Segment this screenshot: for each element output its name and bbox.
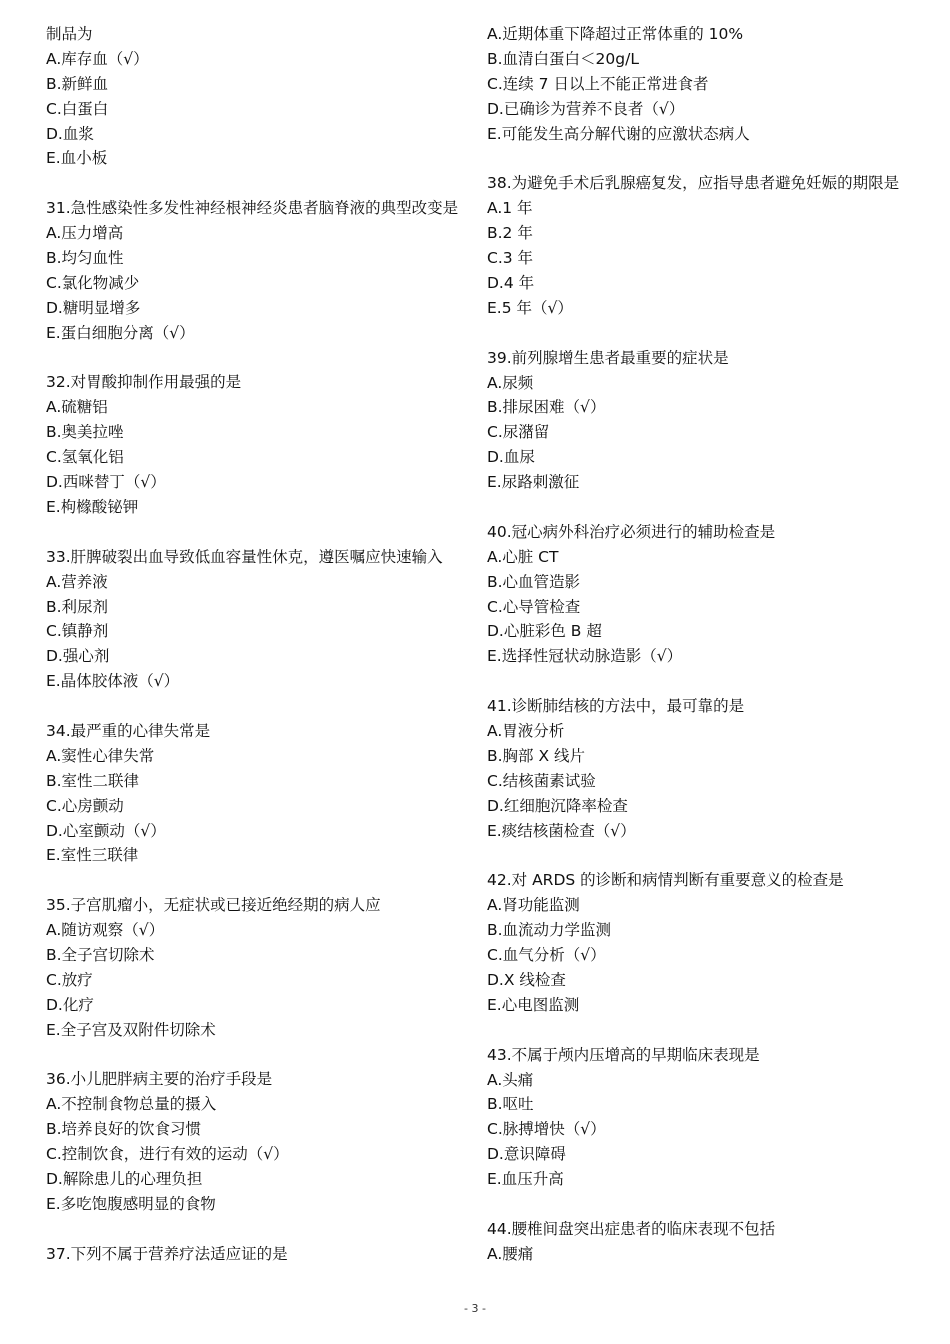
answer-option: C.白蛋白 bbox=[46, 99, 109, 118]
question-stem: 38.为避免手术后乳腺癌复发，应指导患者避免妊娠的期限是 bbox=[487, 174, 900, 193]
answer-option: C.3 年 bbox=[487, 249, 534, 268]
question-stem: 41.诊断肺结核的方法中，最可靠的是 bbox=[487, 697, 745, 716]
left-column bbox=[46, 22, 476, 1267]
answer-option: E.枸橼酸铋钾 bbox=[46, 497, 139, 516]
right-column bbox=[487, 22, 917, 1267]
answer-option: D.意识障碍 bbox=[487, 1145, 566, 1164]
answer-option: A.窦性心律失常 bbox=[46, 746, 155, 765]
answer-option: E.蛋白细胞分离（√） bbox=[46, 323, 195, 342]
question-stem: 33.肝脾破裂出血导致低血容量性休克，遵医嘱应快速输入 bbox=[46, 547, 443, 566]
answer-option: A.近期体重下降超过正常体重的 10% bbox=[487, 25, 744, 43]
answer-option: E.血压升高 bbox=[487, 1170, 564, 1189]
answer-option: B.均匀血性 bbox=[46, 249, 124, 268]
answer-option: D.化疗 bbox=[46, 995, 94, 1014]
answer-option: B.胸部 X 线片 bbox=[487, 746, 586, 765]
answer-option: E.晶体胶体液（√） bbox=[46, 672, 180, 691]
answer-option: A.硫糖铝 bbox=[46, 398, 108, 417]
answer-option: B.血流动力学监测 bbox=[487, 921, 612, 940]
answer-option: A.压力增高 bbox=[46, 224, 124, 243]
spacer bbox=[46, 1217, 476, 1242]
answer-option: D.4 年 bbox=[487, 273, 535, 292]
answer-option: E.选择性冠状动脉造影（√） bbox=[487, 647, 683, 666]
answer-option: C.结核菌素试验 bbox=[487, 771, 596, 790]
answer-option: D.血浆 bbox=[46, 124, 94, 143]
answer-option: E.室性三联律 bbox=[46, 846, 139, 865]
answer-option: D.血尿 bbox=[487, 448, 535, 467]
question-stem: 32.对胃酸抑制作用最强的是 bbox=[46, 373, 242, 392]
question-stem: 44.腰椎间盘突出症患者的临床表现不包括 bbox=[487, 1219, 776, 1238]
question-stem: 35.子宫肌瘤小，无症状或已接近绝经期的病人应 bbox=[46, 896, 381, 915]
question-stem: 42.对 ARDS 的诊断和病情判断有重要意义的检查是 bbox=[487, 871, 844, 890]
page-number: - 3 - bbox=[464, 1302, 486, 1315]
spacer bbox=[46, 520, 476, 545]
answer-option: E.全子宫及双附件切除术 bbox=[46, 1020, 216, 1039]
answer-option: A.腰痛 bbox=[487, 1244, 534, 1263]
answer-option: B.全子宫切除术 bbox=[46, 946, 155, 965]
answer-option: A.随访观察（√） bbox=[46, 921, 165, 940]
answer-option: E.痰结核菌检查（√） bbox=[487, 821, 636, 840]
answer-option: E.多吃饱腹感明显的食物 bbox=[46, 1194, 216, 1213]
answer-option: C.脉搏增快（√） bbox=[487, 1120, 606, 1139]
spacer bbox=[46, 868, 476, 893]
spacer bbox=[487, 669, 917, 694]
answer-option: D.西咪替丁（√） bbox=[46, 473, 166, 492]
answer-option: B.呕吐 bbox=[487, 1095, 534, 1114]
answer-option: 制品为 bbox=[46, 25, 93, 43]
answer-option: C.镇静剂 bbox=[46, 622, 109, 641]
question-stem: 39.前列腺增生患者最重要的症状是 bbox=[487, 348, 729, 367]
question-stem: 40.冠心病外科治疗必须进行的辅助检查是 bbox=[487, 522, 776, 541]
answer-option: D.解除患儿的心理负担 bbox=[46, 1170, 203, 1189]
answer-option: B.心血管造影 bbox=[487, 572, 581, 591]
spacer bbox=[487, 1018, 917, 1043]
answer-option: A.不控制食物总量的摄入 bbox=[46, 1095, 217, 1114]
answer-option: D.已确诊为营养不良者（√） bbox=[487, 99, 685, 118]
answer-option: C.尿潴留 bbox=[487, 423, 550, 442]
answer-option: A.1 年 bbox=[487, 199, 533, 218]
answer-option: C.氯化物减少 bbox=[46, 273, 140, 292]
spacer bbox=[46, 171, 476, 196]
answer-option: C.心导管检查 bbox=[487, 597, 581, 616]
answer-option: C.血气分析（√） bbox=[487, 946, 606, 965]
spacer bbox=[46, 1043, 476, 1068]
spacer bbox=[487, 146, 917, 171]
spacer bbox=[46, 346, 476, 371]
answer-option: D.X 线检查 bbox=[487, 970, 566, 989]
answer-option: C.连续 7 日以上不能正常进食者 bbox=[487, 74, 709, 93]
answer-option: E.尿路刺激征 bbox=[487, 473, 580, 492]
answer-option: B.排尿困难（√） bbox=[487, 398, 606, 417]
answer-option: A.肾功能监测 bbox=[487, 896, 580, 915]
answer-option: A.营养液 bbox=[46, 572, 108, 591]
spacer bbox=[487, 495, 917, 520]
answer-option: E.心电图监测 bbox=[487, 995, 580, 1014]
answer-option: B.培养良好的饮食习惯 bbox=[46, 1120, 202, 1139]
answer-option: B.室性二联律 bbox=[46, 771, 140, 790]
answer-option: B.利尿剂 bbox=[46, 597, 109, 616]
answer-option: E.5 年（√） bbox=[487, 298, 573, 317]
answer-option: B.血清白蛋白＜20g/L bbox=[487, 49, 639, 68]
answer-option: B.新鲜血 bbox=[46, 74, 109, 93]
answer-option: D.糖明显增多 bbox=[46, 298, 141, 317]
question-stem: 31.急性感染性多发性神经根神经炎患者脑脊液的典型改变是 bbox=[46, 199, 459, 218]
answer-option: C.氢氧化铝 bbox=[46, 448, 124, 467]
question-stem: 34.最严重的心律失常是 bbox=[46, 721, 211, 740]
answer-option: C.控制饮食，进行有效的运动（√） bbox=[46, 1145, 289, 1164]
question-stem: 37.下列不属于营养疗法适应证的是 bbox=[46, 1244, 288, 1263]
answer-option: C.心房颤动 bbox=[46, 796, 124, 815]
answer-option: E.血小板 bbox=[46, 149, 108, 168]
answer-option: C.放疗 bbox=[46, 970, 93, 989]
question-stem: 36.小儿肥胖病主要的治疗手段是 bbox=[46, 1070, 273, 1089]
answer-option: D.心室颤动（√） bbox=[46, 821, 166, 840]
answer-option: D.红细胞沉降率检查 bbox=[487, 796, 628, 815]
answer-option: A.心脏 CT bbox=[487, 547, 559, 566]
answer-option: B.2 年 bbox=[487, 224, 533, 243]
spacer bbox=[487, 321, 917, 346]
spacer bbox=[46, 694, 476, 719]
answer-option: A.尿频 bbox=[487, 373, 534, 392]
answer-option: A.胃液分析 bbox=[487, 722, 565, 740]
answer-option: E.可能发生高分解代谢的应激状态病人 bbox=[487, 124, 750, 143]
spacer bbox=[487, 843, 917, 868]
question-stem: 43.不属于颅内压增高的早期临床表现是 bbox=[487, 1045, 760, 1064]
answer-option: A.头痛 bbox=[487, 1070, 534, 1089]
answer-option: A.库存血（√） bbox=[46, 49, 149, 68]
spacer bbox=[487, 1192, 917, 1217]
answer-option: D.强心剂 bbox=[46, 647, 110, 666]
answer-option: D.心脏彩色 B 超 bbox=[487, 622, 602, 641]
answer-option: B.奥美拉唑 bbox=[46, 423, 124, 442]
